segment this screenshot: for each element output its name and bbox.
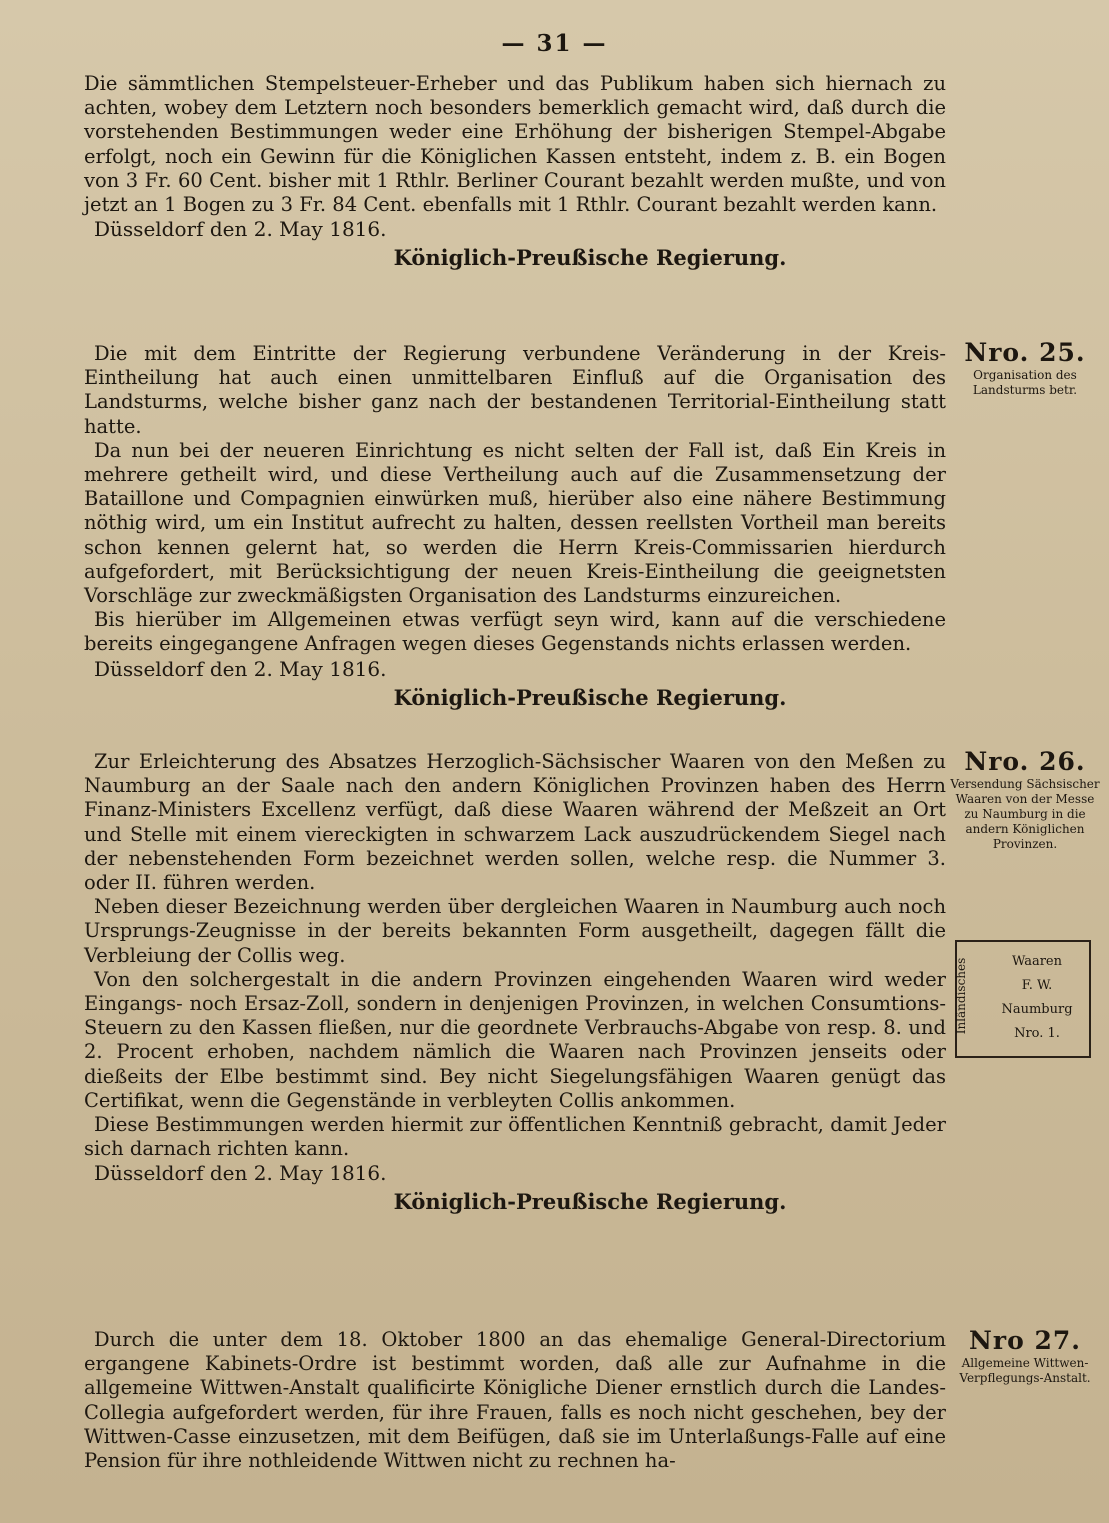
dateline: Düsseldorf den 2. May 1816. (94, 656, 387, 681)
margin-note-number: Nro. 25. (964, 338, 1086, 367)
seal-stamp (955, 940, 1091, 1058)
paragraph: Da nun bei der neueren Einrichtung es nicht selten der Fall ist, daß Ein Kreis in mehrere getheilt wird, und diese Vertheilung auch auf die Zusammensetzung der Bataillone und Compagnien einwürken muß, hierüber also eine nähere Bestimmung nöthig wird, um ein Institut aufrecht zu halten, dessen reellsten Vortheil man bereits schon kennen gelernt hat, so werden die Herrn Kreis-Commissarien hierdurch aufgefordert, mit Berücksichtigung der neuen Kreis-Eintheilung die geeignetsten Vorschläge zur zweckmäßigsten Organisation des Landsturms einzureichen. (84, 438, 946, 608)
stamp-line: F. W. (1021, 978, 1053, 993)
stamp-vertical-text: Inländisches (954, 957, 968, 1035)
page-number: — 31 — (501, 30, 608, 57)
paragraph: Von den solchergestalt in die andern Provinzen eingehenden Waaren wird weder Eingangs- noch Ersaz-Zoll, sondern in denjenigen Provinzen, in welchen Consumtions-Steuern zu den Kassen fließen, nur die geordnete Verbrauchs-Abgabe von resp. 8. und 2. Procent erhoben, nachdem nämlich die Waaren nach Provinzen jenseits oder dießeits der Elbe bestimmt sind. Bey nicht Siegelungsfähigen Waaren genügt das Certifikat, wenn die Gegenstände in verbleyten Collis ankommen. (84, 967, 946, 1112)
section-wittwen-anstalt (84, 1328, 946, 1473)
margin-note-26 (950, 747, 1100, 852)
section-saechsische-waaren (84, 750, 946, 1217)
paragraph: Durch die unter dem 18. Oktober 1800 an das ehemalige General-Directorium ergangene Kabinets-Ordre ist bestimmt worden, daß alle zur Aufnahme in die allgemeine Wittwen-Anstalt qualificirte Königliche Diener ernstlich durch die Landes-Collegia aufgefordert werden, für ihre Frauen, falls es noch nicht geschehen, bey der Wittwen-Casse einzusetzen, mit dem Beifügen, daß sie im Unterlaßungs-Falle auf eine Pension für ihre nothleidende Wittwen nicht zu rechnen ha- (84, 1328, 946, 1473)
paragraph: Bis hierüber im Allgemeinen etwas verfügt seyn wird, kann auf die verschiedene bereits eingegangene Anfragen wegen dieses Gegenstands nichts erlassen werden. (84, 608, 946, 656)
section-stempelsteuer (84, 72, 946, 273)
paragraph: Die sämmtlichen Stempelsteuer-Erheber und das Publikum haben sich hiernach zu achten, wobey dem Letztern noch besonders bemerklich gemacht wird, daß durch die vorstehenden Bestimmungen weder eine Erhöhung der bisherigen Stempel-Abgabe erfolgt, noch ein Gewinn für die Königlichen Kassen entsteht, indem z. B. ein Bogen von 3 Fr. 60 Cent. bisher mit 1 Rthlr. Berliner Courant bezahlt werden mußte, und von jetzt an 1 Bogen zu 3 Fr. 84 Cent. ebenfalls mit 1 Rthlr. Courant bezahlt werden kann. (84, 72, 946, 217)
dateline: Düsseldorf den 2. May 1816. (94, 217, 387, 242)
stamp-line: Nro. 1. (1014, 1026, 1060, 1041)
section-landsturm (84, 342, 946, 713)
margin-note-subject: Organisation des Landsturms betr. (972, 368, 1078, 397)
margin-note-number: Nro 27. (969, 1326, 1081, 1355)
margin-note-27 (950, 1326, 1100, 1386)
paragraph: Die mit dem Eintritte der Regierung verbundene Veränderung in der Kreis-Eintheilung hat auch einen unmittelbaren Einfluß auf die Organisation des Landsturms, welche bisher ganz nach der bestandenen Territorial-Eintheilung statt hatte. (84, 342, 946, 438)
margin-note-subject: Allgemeine Wittwen-Verpflegungs-Anstalt. (959, 1356, 1091, 1385)
signature: Königlich-Preußische Regierung. (393, 1189, 787, 1215)
stamp-line: Waaren (1011, 954, 1062, 969)
margin-note-subject: Versendung Sächsischer Waaren von der Messe zu Naumburg in die andern Königlichen Provinzen. (950, 777, 1100, 851)
paragraph: Zur Erleichterung des Absatzes Herzoglich-Sächsischer Waaren von den Meßen zu Naumburg an der Saale nach den andern Königlichen Provinzen haben des Herrn Finanz-Ministers Excellenz verfügt, daß diese Waaren während der Meßzeit an Ort und Stelle mit einem viereckigten in schwarzem Lack auszudrückendem Siegel nach der nebenstehenden Form bezeichnet werden sollen, welche resp. die Nummer 3. oder II. führen werden. (84, 750, 946, 895)
stamp-line: Naumburg (1001, 1002, 1073, 1017)
stamp-lines (985, 950, 1089, 1046)
paragraph: Neben dieser Bezeichnung werden über dergleichen Waaren in Naumburg auch noch Ursprungs-Zeugnisse in der bereits bekannten Form ausgetheilt, dagegen fällt die Verbleiung der Collis weg. (84, 895, 946, 967)
signature: Königlich-Preußische Regierung. (393, 684, 787, 710)
paragraph: Diese Bestimmungen werden hiermit zur öffentlichen Kenntniß gebracht, damit Jeder sich darnach richten kann. (84, 1113, 946, 1161)
margin-note-25 (950, 338, 1100, 398)
dateline: Düsseldorf den 2. May 1816. (94, 1161, 387, 1186)
margin-note-number: Nro. 26. (964, 747, 1086, 776)
signature: Königlich-Preußische Regierung. (393, 245, 787, 271)
